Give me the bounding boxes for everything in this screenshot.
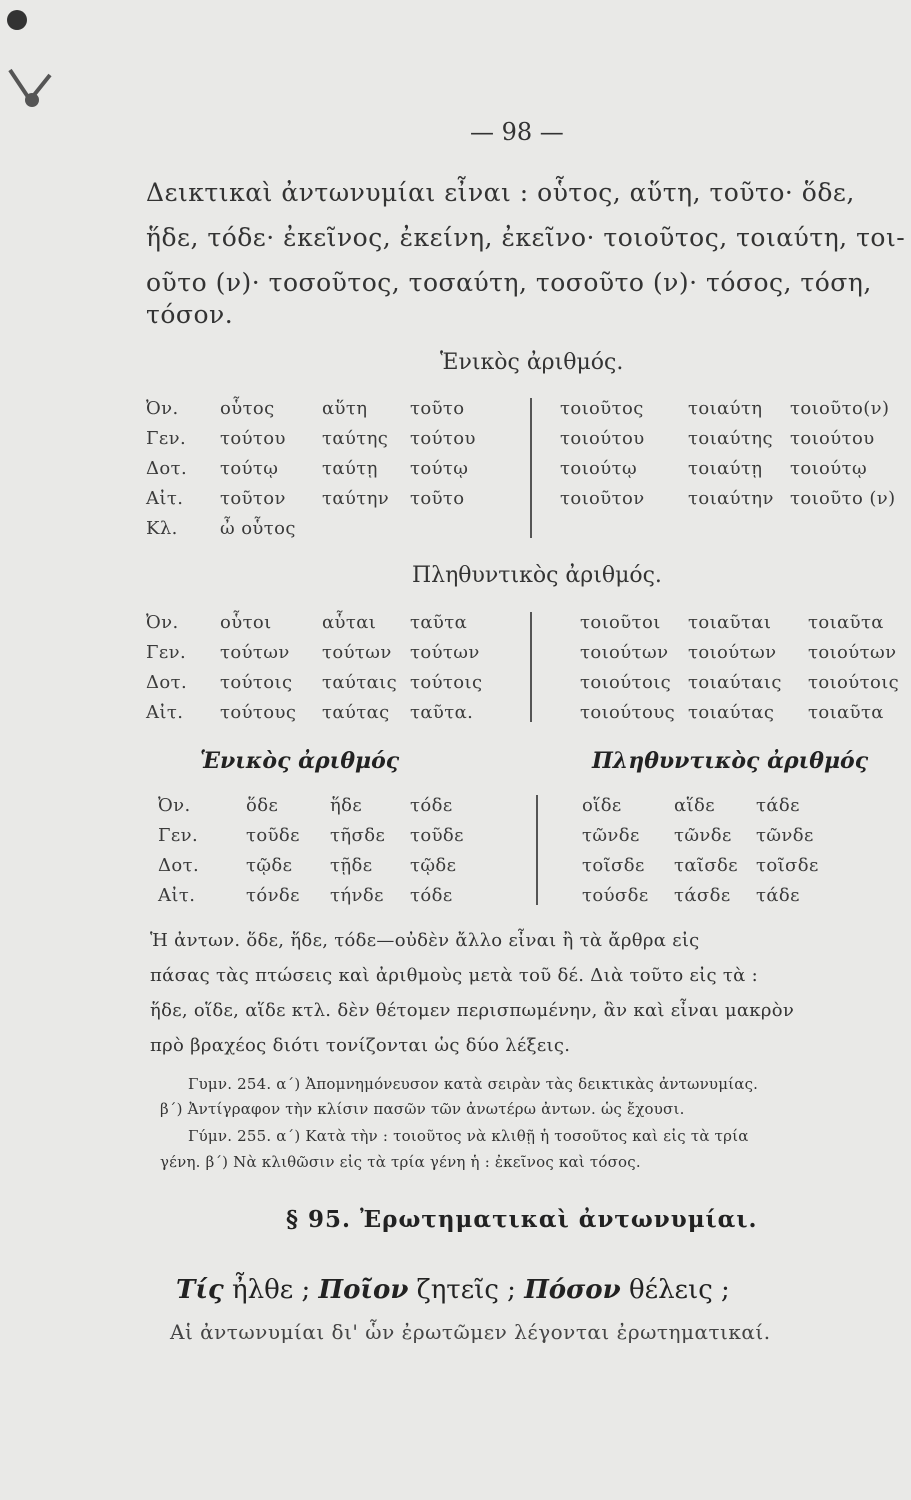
- table-cell: τόδε: [410, 795, 453, 816]
- table-cell: τάσδε: [674, 885, 731, 906]
- table-cell: τούτων: [220, 642, 290, 663]
- table-cell: τῶνδε: [674, 825, 732, 846]
- case-label: Ὀν.: [146, 612, 179, 633]
- sub-heading-singular: Ἑνικὸς ἀριθμός: [200, 748, 400, 774]
- case-label: Δοτ.: [146, 458, 188, 479]
- table-cell: τοιαύτην: [688, 488, 774, 509]
- table-cell: τούτοις: [220, 672, 293, 693]
- table-cell: αἵδε: [674, 795, 715, 816]
- question-text: ζητεῖς ;: [416, 1275, 516, 1305]
- case-label: Γεν.: [146, 642, 187, 663]
- table-cell: τοιούτους: [580, 702, 676, 723]
- exercise-line-4: γένη. β΄) Νὰ κλιθῶσιν εἰς τὰ τρία γένη ἡ : ἐκεῖνος καὶ τόσος.: [160, 1153, 641, 1171]
- table-cell: τούτων: [410, 642, 480, 663]
- case-label: Γεν.: [158, 825, 199, 846]
- table-cell: τοῦδε: [246, 825, 300, 846]
- table-cell: οὗτος: [220, 398, 275, 419]
- table-divider: [536, 795, 538, 905]
- table-cell: τοιούτοις: [580, 672, 672, 693]
- singular-heading: Ἑνικὸς ἀριθμός.: [440, 350, 624, 375]
- table-cell: αὗται: [322, 612, 377, 633]
- case-label: Αἰτ.: [158, 885, 196, 906]
- table-cell: τήνδε: [330, 885, 384, 906]
- table-cell: τοιαῦται: [688, 612, 772, 633]
- note-line-3: ἥδε, οἵδε, αἵδε κτλ. δὲν θέτομεν περισπωμένην, ἂν καὶ εἶναι μακρὸν: [150, 1000, 795, 1021]
- question-example: [176, 1275, 730, 1305]
- table-cell: τῶνδε: [582, 825, 640, 846]
- intro-line-3: οῦτο (ν)· τοσοῦτος, τοσαύτη, τοσοῦτο (ν)· τόσος, τόση,: [146, 268, 872, 297]
- plural-heading: Πληθυντικὸς ἀριθμός.: [412, 563, 662, 588]
- table-cell: τάδε: [756, 795, 800, 816]
- case-label: Δοτ.: [146, 672, 188, 693]
- table-cell: τόδε: [410, 885, 453, 906]
- note-line-1: Ἡ ἀντων. ὅδε, ἥδε, τόδε—οὐδὲν ἄλλο εἶναι ἢ τὰ ἄρθρα εἰς: [150, 930, 700, 951]
- case-label: Αἰτ.: [146, 488, 184, 509]
- table-cell: ταῦτα: [410, 612, 468, 633]
- table-cell: τούτῳ: [220, 458, 279, 479]
- table-cell: ἥδε: [330, 795, 363, 816]
- table-cell: ταύτας: [322, 702, 390, 723]
- exercise-line-2: β΄) Ἀντίγραφον τὴν κλίσιν πασῶν τῶν ἀνωτέρω ἀντων. ὡς ἔχουσι.: [160, 1100, 685, 1118]
- table-divider: [530, 612, 532, 722]
- table-cell: τοιαύτας: [688, 702, 775, 723]
- exercise-line-1: Γυμν. 254. α΄) Ἀπομνημόνευσον κατὰ σειρὰν τὰς δεικτικὰς ἀντωνυμίας.: [188, 1075, 759, 1093]
- table-cell: τοιούτου: [790, 428, 875, 449]
- table-cell: οἵδε: [582, 795, 622, 816]
- table-cell: τοιαῦτα: [808, 702, 884, 723]
- table-cell: τούτων: [322, 642, 392, 663]
- table-cell: ταῖσδε: [674, 855, 739, 876]
- table-cell: τούσδε: [582, 885, 649, 906]
- table-cell: τάδε: [756, 885, 800, 906]
- table-cell: ταύταις: [322, 672, 398, 693]
- table-cell: τοιοῦτον: [560, 488, 645, 509]
- table-cell: τοιαύτη: [688, 398, 763, 419]
- table-cell: ταῦτα.: [410, 702, 474, 723]
- table-cell: τῶνδε: [756, 825, 814, 846]
- table-cell: τοιοῦτο(ν): [790, 398, 890, 419]
- table-cell: τοιαύταις: [688, 672, 782, 693]
- ink-mark-icon: [0, 0, 60, 120]
- table-cell: ὦ οὗτος: [220, 518, 296, 539]
- table-cell: τούτῳ: [410, 458, 469, 479]
- table-cell: τοιαύτης: [688, 428, 773, 449]
- table-cell: τοιαῦτα: [808, 612, 884, 633]
- table-cell: τῆσδε: [330, 825, 386, 846]
- exercise-line-3: Γύμν. 255. α΄) Κατὰ τὴν : τοιοῦτος νὰ κλιθῇ ἡ τοσοῦτος καὶ εἰς τὰ τρία: [188, 1127, 749, 1145]
- table-cell: οὗτοι: [220, 612, 272, 633]
- case-label: Ὀν.: [158, 795, 191, 816]
- question-word: Τίς: [176, 1275, 224, 1305]
- sub-heading-plural: Πληθυντικὸς ἀριθμός: [592, 748, 869, 774]
- case-label: Αἰτ.: [146, 702, 184, 723]
- table-cell: τούτου: [220, 428, 286, 449]
- table-cell: ὅδε: [246, 795, 279, 816]
- table-cell: τούτου: [410, 428, 476, 449]
- table-cell: τοιούτῳ: [560, 458, 638, 479]
- table-cell: τοιούτου: [560, 428, 645, 449]
- table-cell: τοιούτων: [808, 642, 897, 663]
- section-title: § 95. Ἐρωτηματικαὶ ἀντωνυμίαι.: [286, 1206, 758, 1233]
- table-cell: ταύτην: [322, 488, 390, 509]
- intro-line-1: Δεικτικαὶ ἀντωνυμίαι εἶναι : οὗτος, αὕτη, τοῦτο· ὅδε,: [146, 178, 855, 207]
- table-cell: τοῦδε: [410, 825, 464, 846]
- table-cell: τοιούτῳ: [790, 458, 868, 479]
- table-cell: τοιούτοις: [808, 672, 900, 693]
- table-cell: τόνδε: [246, 885, 300, 906]
- note-line-2: πάσας τὰς πτώσεις καὶ ἀριθμοὺς μετὰ τοῦ δέ. Διὰ τοῦτο εἰς τὰ :: [150, 965, 758, 986]
- table-cell: τοῖσδε: [756, 855, 819, 876]
- table-cell: τοιοῦτοι: [580, 612, 661, 633]
- table-cell: τοῦτο: [410, 488, 465, 509]
- case-label: Δοτ.: [158, 855, 200, 876]
- page-number: — 98 —: [470, 118, 564, 146]
- table-cell: τοιοῦτο (ν): [790, 488, 896, 509]
- table-cell: τοῦτο: [410, 398, 465, 419]
- case-label: Κλ.: [146, 518, 178, 539]
- case-label: Ὀν.: [146, 398, 179, 419]
- intro-line-2: ἥδε, τόδε· ἐκεῖνος, ἐκείνη, ἐκεῖνο· τοιοῦτος, τοιαύτη, τοι-: [146, 223, 906, 252]
- question-text: θέλεις ;: [628, 1275, 730, 1305]
- table-cell: τῷδε: [410, 855, 457, 876]
- table-cell: τοιούτων: [580, 642, 669, 663]
- table-cell: τοιοῦτος: [560, 398, 644, 419]
- definition-line: Αἱ ἀντωνυμίαι δι' ὧν ἐρωτῶμεν λέγονται ἐρωτηματικαί.: [170, 1320, 771, 1344]
- table-cell: τῇδε: [330, 855, 373, 876]
- table-cell: τούτοις: [410, 672, 483, 693]
- note-line-4: πρὸ βραχέος διότι τονίζονται ὡς δύο λέξεις.: [150, 1035, 571, 1056]
- table-cell: τοιούτων: [688, 642, 777, 663]
- question-word: Ποῖον: [318, 1275, 409, 1305]
- table-divider: [530, 398, 532, 538]
- table-cell: ταύτῃ: [322, 458, 378, 479]
- case-label: Γεν.: [146, 428, 187, 449]
- table-cell: τοῦτον: [220, 488, 286, 509]
- intro-line-4: τόσον.: [146, 300, 234, 329]
- table-cell: τοιαύτῃ: [688, 458, 763, 479]
- table-cell: τοῖσδε: [582, 855, 645, 876]
- question-text: ἦλθε ;: [232, 1275, 311, 1305]
- table-cell: τούτους: [220, 702, 297, 723]
- table-cell: αὕτη: [322, 398, 368, 419]
- table-cell: τῷδε: [246, 855, 293, 876]
- table-cell: ταύτης: [322, 428, 389, 449]
- question-word: Πόσον: [524, 1275, 621, 1305]
